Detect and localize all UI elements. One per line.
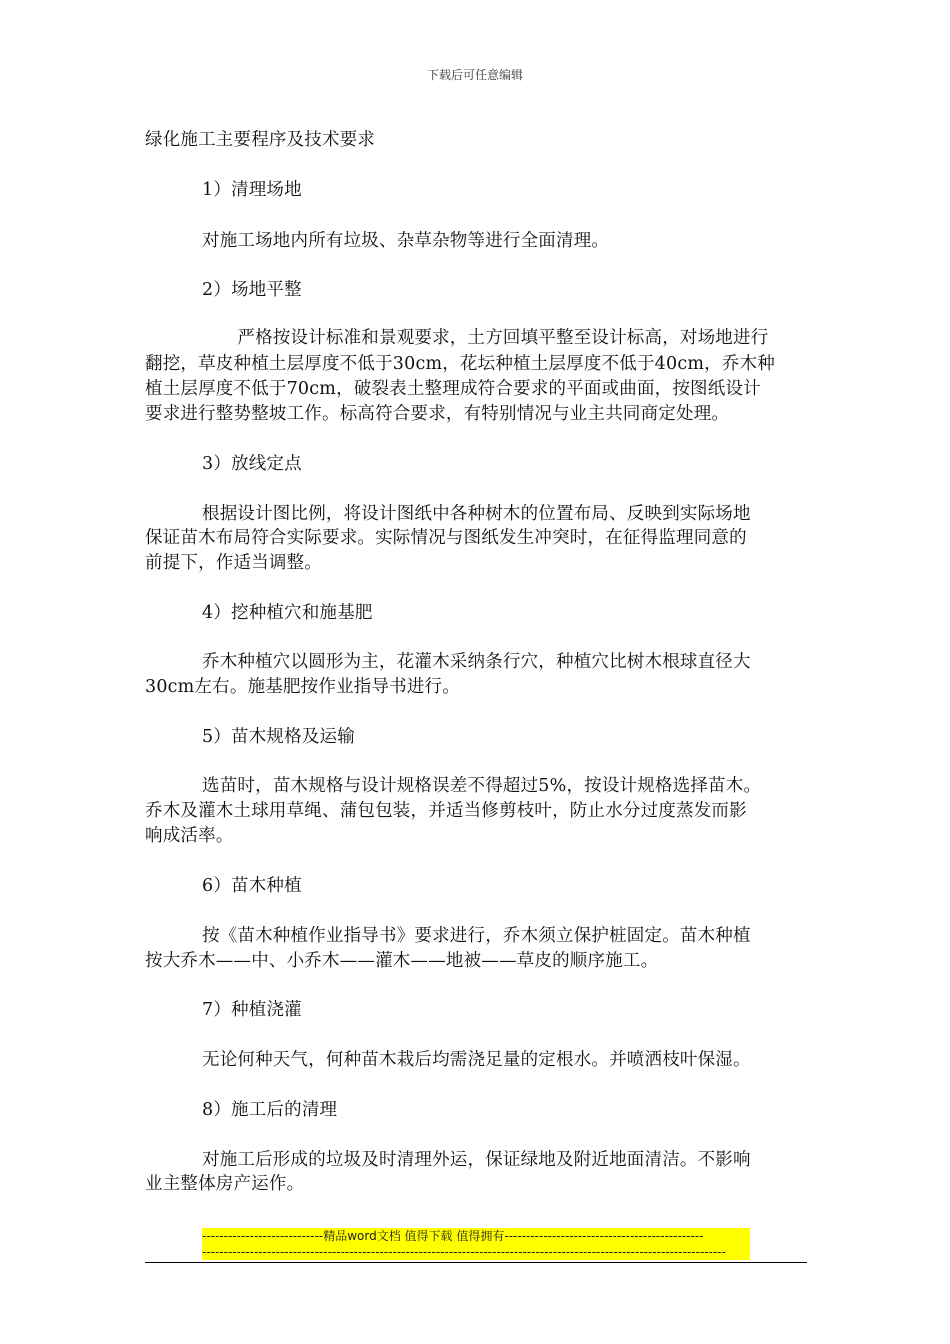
section-heading: 8）施工后的清理 — [202, 1100, 338, 1120]
paragraph-line: 严格按设计标准和景观要求，土方回填平整至设计标高，对场地进行 — [202, 328, 769, 348]
paragraph-line: 按大乔木——中、小乔木——灌木——地被——草皮的顺序施工。 — [145, 951, 659, 971]
page-header: 下载后可任意编辑 — [426, 68, 523, 82]
section-heading: 6）苗木种植 — [202, 876, 302, 896]
section-heading: 5）苗木规格及运输 — [202, 727, 355, 747]
section-heading: 3）放线定点 — [202, 454, 302, 474]
section-heading: 2）场地平整 — [202, 280, 302, 300]
paragraph-line: 乔木种植穴以圆形为主，花灌木采纳条行穴，种植穴比树木根球直径大 — [202, 652, 751, 672]
section-heading: 7）种植浇灌 — [202, 1000, 302, 1020]
paragraph-line: 要求进行整势整坡工作。标高符合要求，有特别情况与业主共同商定处理。 — [145, 404, 730, 424]
paragraph-line: 植土层厚度不低于70cm，破裂表土整理成符合要求的平面或曲面，按图纸设计 — [145, 379, 761, 399]
paragraph-line: 乔木及灌木土球用草绳、蒲包包装，并适当修剪枝叶，防止水分过度蒸发而影 — [145, 801, 747, 821]
paragraph-line: 业主整体房产运作。 — [145, 1174, 305, 1194]
paragraph-line: 前提下，作适当调整。 — [145, 553, 322, 573]
paragraph-line: 对施工后形成的垃圾及时清理外运，保证绿地及附近地面清洁。不影响 — [202, 1150, 751, 1170]
footer-banner-dashes: ------------------------------------------------------------------------------------------------------------------------- — [202, 1244, 750, 1260]
section-heading: 1）清理场地 — [202, 180, 302, 200]
paragraph-line: 30cm左右。施基肥按作业指导书进行。 — [145, 677, 460, 697]
paragraph-line: 选苗时，苗木规格与设计规格误差不得超过5%，按设计规格选择苗木。 — [202, 776, 762, 796]
paragraph-line: 响成活率。 — [145, 826, 234, 846]
footer-rule — [145, 1262, 807, 1263]
paragraph-line: 无论何种天气，何种苗木栽后均需浇足量的定根水。并喷洒枝叶保湿。 — [202, 1050, 751, 1070]
paragraph-line: 翻挖，草皮种植土层厚度不低于30cm，花坛种植土层厚度不低于40cm，乔木种 — [145, 354, 775, 374]
document-title: 绿化施工主要程序及技术要求 — [145, 130, 376, 150]
paragraph-line: 按《苗木种植作业指导书》要求进行，乔木须立保护桩固定。苗木种植 — [202, 926, 751, 946]
paragraph-line: 对施工场地内所有垃圾、杂草杂物等进行全面清理。 — [202, 231, 610, 251]
paragraph-line: 保证苗木布局符合实际要求。实际情况与图纸发生冲突时，在征得监理同意的 — [145, 528, 747, 548]
paragraph-line: 根据设计图比例，将设计图纸中各种树木的位置布局、反映到实际场地 — [202, 504, 751, 524]
section-heading: 4）挖种植穴和施基肥 — [202, 603, 373, 623]
footer-banner: ----------------------------精品word文档 值得下载 值得拥有---------------------------------------------- — [202, 1228, 750, 1244]
